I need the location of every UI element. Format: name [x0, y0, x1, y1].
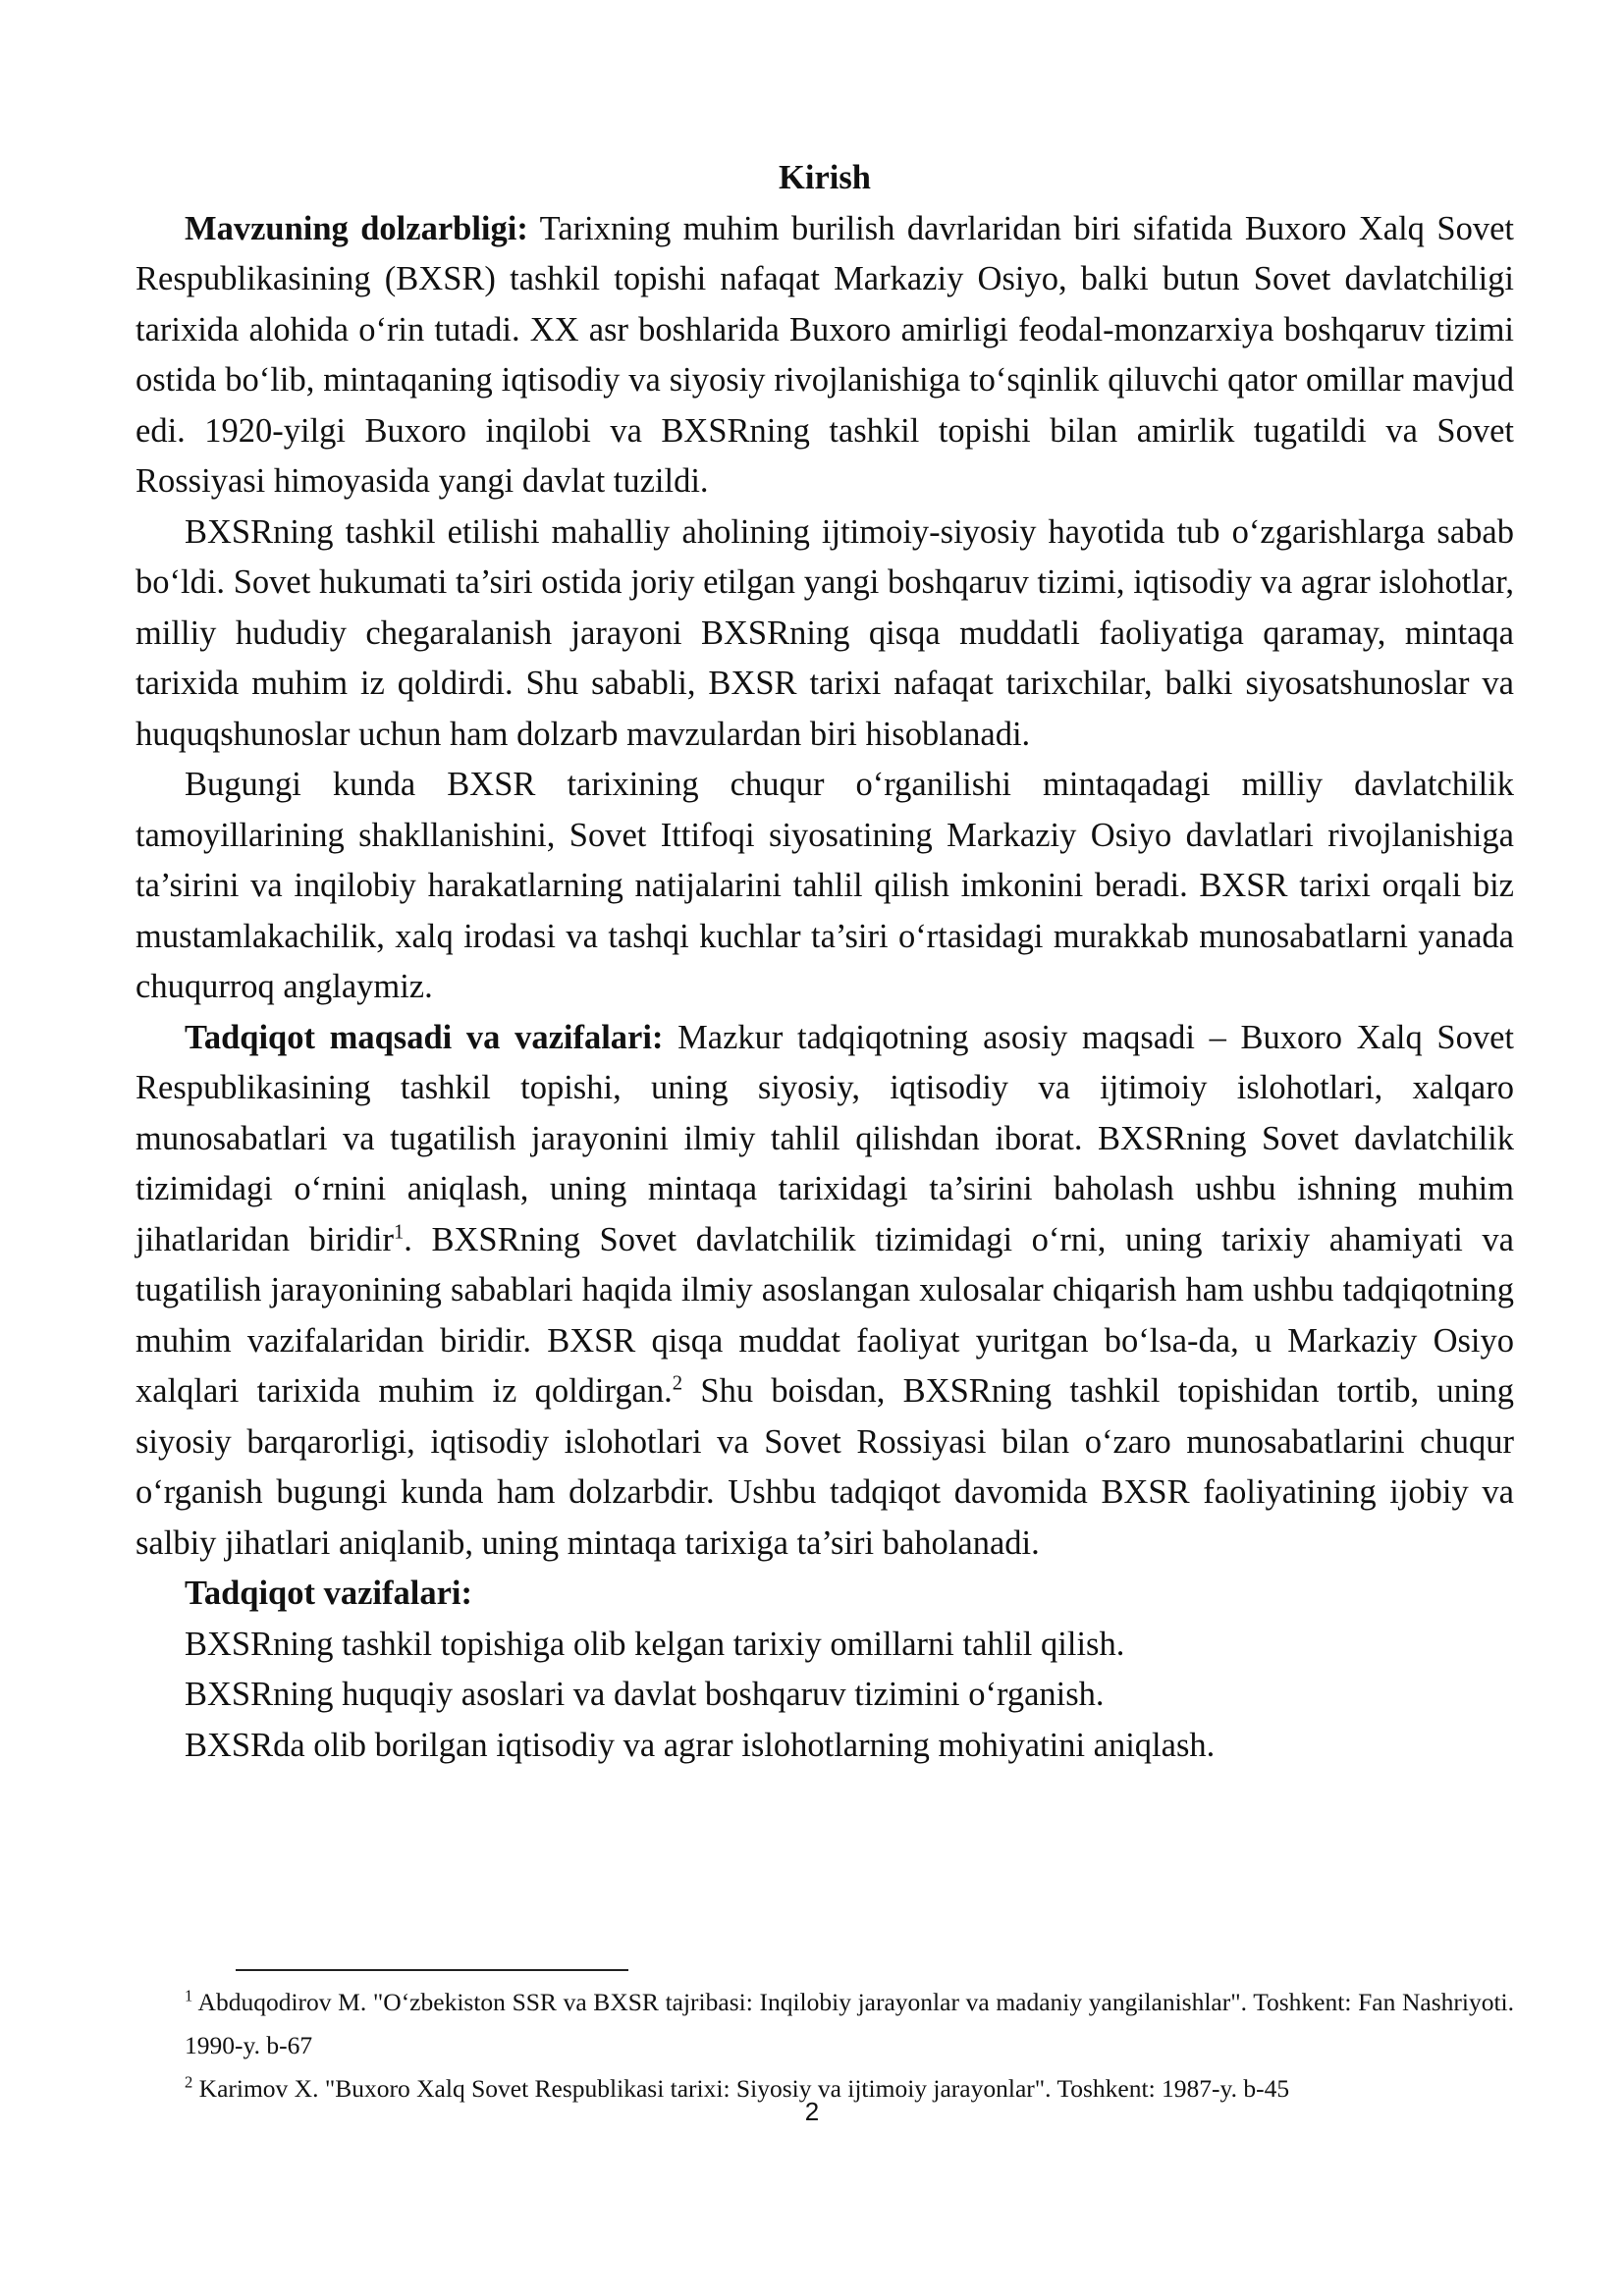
goals-text-c: Shu boisdan, BXSRning tashkil topishidan tortib, uning siyosiy barqarorligi, iqtisodiy islohotlari va Sovet Rossiyasi bilan o‘zaro munosabatlarini chuqur o‘rganish bugungi kunda ham dolzarbdir. Ushbu tadqiqot davomida BXSR faoliyatining ijobiy va salbiy jihatlari aniqlanib, uning mintaqa tarixiga ta’siri baholanadi. [135, 1372, 1514, 1562]
section-heading: Kirish [779, 159, 871, 196]
paragraph-today: Bugungi kunda BXSR tarixining chuqur o‘rganilishi mintaqadagi milliy davlatchilik tamoyillarining shakllanishini, Sovet Ittifoqi siyosatining Markaziy Osiyo davlatlari rivojlanishiga ta’sirini va inqilobiy harakatlarning natijalarini tahlil qilish imkonini beradi. BXSR tarixi orqali biz mustamlakachilik, xalq irodasi va tashqi kuchlar ta’siri o‘rtasidagi murakkab munosabatlarni yanada chuqurroq anglaymiz. [135, 766, 1514, 1005]
task-item: BXSRda olib borilgan iqtisodiy va agrar islohotlarning mohiyatini aniqlash. [185, 1726, 1216, 1764]
footnote-mark: 2 [185, 2072, 193, 2092]
goals-text-a: Mazkur tadqiqotning asosiy maqsadi – Buxoro Xalq Sovet Respublikasining tashkil topishi, uning siyosiy, iqtisodiy va ijtimoiy islohotlari, xalqaro munosabatlari va tugatilish jarayonini ilmiy tahlil qilishdan iborat. BXSRning Sovet davlatchilik tizimidagi o‘rnini aniqlash, uning mintaqa tarixidagi ta’sirini baholash ushbu ishning muhim jihatlaridan biridir [135, 1018, 1514, 1258]
footnote-ref-2[interactable]: 2 [672, 1372, 683, 1395]
footnote-mark: 1 [185, 1986, 193, 2005]
body-text [135, 153, 1514, 1771]
goals-text-b: . BXSRning Sovet davlatchilik tizimidagi o‘rni, uning tarixiy ahamiyati va tugatilish jarayonining sabablari haqida ilmiy asoslangan xulosalar chiqarish ham ushbu tadqiqotning muhim vazifalaridan biridir. BXSR qisqa muddat faoliyat yuritgan bo‘lsa-da, u Markaziy Osiyo xalqlari tarixida muhim iz qoldirgan. [135, 1220, 1514, 1410]
task-item: BXSRning huquqiy asoslari va davlat boshqaruv tizimini o‘rganish. [185, 1676, 1105, 1713]
footnotes [135, 1981, 1514, 2110]
relevance-text: Tarixning muhim burilish davrlaridan biri sifatida Buxoro Xalq Sovet Respublikasining (BXSR) tashkil topishi nafaqat Markaziy Osiyo, balki butun Sovet davlatchiligi tarixida alohida o‘rin tutadi. XX asr boshlarida Buxoro amirligi feodal-monzarxiya boshqaruv tizimi ostida bo‘lib, mintaqaning iqtisodiy va siyosiy rivojlanishiga to‘sqinlik qiluvchi qator omillar mavjud edi. 1920-yilgi Buxoro inqilobi va BXSRning tashkil topishi bilan amirlik tugatildi va Sovet Rossiyasi himoyasida yangi davlat tuzildi. [135, 209, 1514, 500]
footnote-ref-1[interactable]: 1 [393, 1221, 405, 1243]
footnote-divider [236, 1969, 628, 1971]
paragraph-changes: BXSRning tashkil etilishi mahalliy aholining ijtimoiy-siyosiy hayotida tub o‘zgarishlarga sabab bo‘ldi. Sovet hukumati ta’siri ostida joriy etilgan yangi boshqaruv tizimi, iqtisodiy va agrar islohotlar, milliy hududiy chegaralanish jarayoni BXSRning qisqa muddatli faoliyatiga qaramay, mintaqa tarixida muhim iz qoldirdi. Shu sababli, BXSR tarixi nafaqat tarixchilar, balki siyosatshunoslar va huquqshunoslar uchun ham dolzarb mavzulardan biri hisoblanadi. [135, 512, 1514, 753]
page-number: 2 [804, 2097, 820, 2126]
footnote-text: Abduqodirov M. "O‘zbekiston SSR va BXSR tajribasi: Inqilobiy jarayonlar va madaniy yangilanishlar". Toshkent: Fan Nashriyoti. 1990-y. b-67 [185, 1988, 1514, 2059]
footnote-text: Karimov X. "Buxoro Xalq Sovet Respublikasi tarixi: Siyosiy va ijtimoiy jarayonlar". Toshkent: 1987-y. b-45 [192, 2074, 1290, 2103]
paragraph-goals [135, 1013, 1514, 1570]
tasks-heading: Tadqiqot vazifalari: [185, 1575, 472, 1612]
footnote-1 [135, 1981, 1514, 2067]
goals-lead: Tadqiqot maqsadi va vazifalari: [185, 1018, 664, 1056]
paragraph-relevance [135, 204, 1514, 507]
relevance-lead: Mavzuning dolzarbligi: [185, 209, 528, 247]
task-item: BXSRning tashkil topishiga olib kelgan tarixiy omillarni tahlil qilish. [185, 1625, 1125, 1663]
